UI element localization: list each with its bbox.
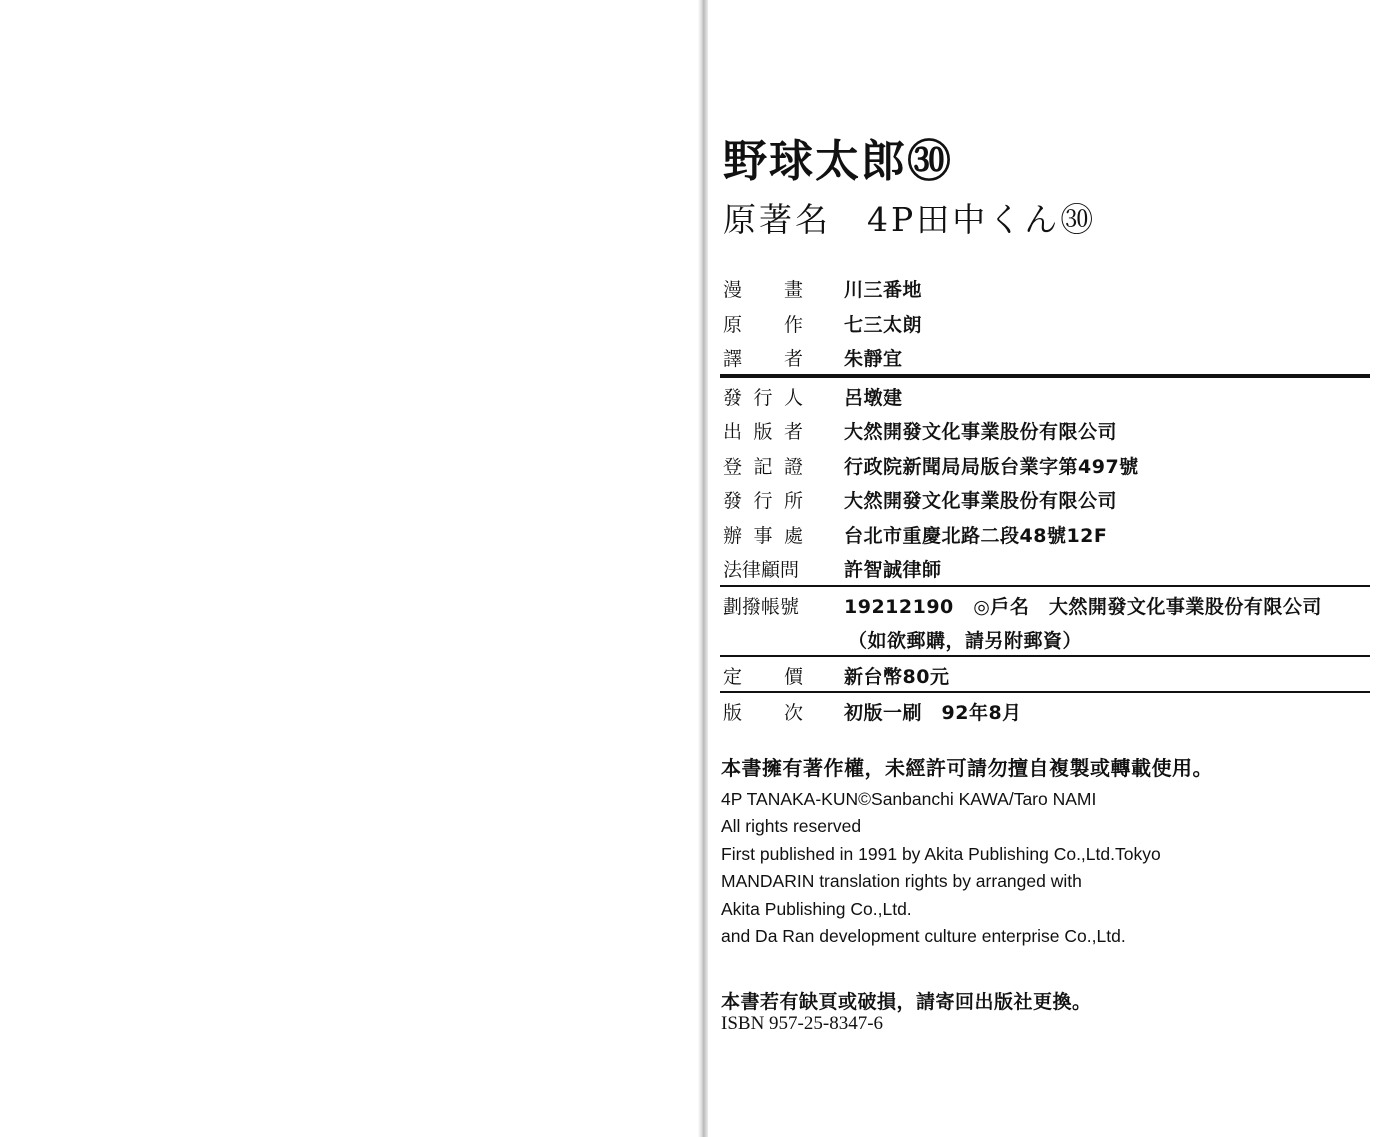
account-row bbox=[720, 587, 1370, 655]
credit-label bbox=[723, 344, 803, 371]
account-note: （如欲郵購，請另附郵資） bbox=[848, 629, 1083, 652]
label-char: 價 bbox=[783, 665, 803, 688]
account-value: 19212190 ◎戶名 大然開發文化事業股份有限公司 bbox=[844, 595, 1322, 618]
label-char: 出 bbox=[723, 421, 743, 443]
credit-row bbox=[720, 378, 1370, 413]
edition-value: 初版一刷 92年8月 bbox=[844, 702, 1022, 724]
isbn: ISBN 957-25-8347-6 bbox=[721, 1013, 884, 1034]
rights-line: and Da Ran development culture enterprise Co.,Ltd. bbox=[721, 926, 1126, 947]
label-char: 事 bbox=[753, 524, 773, 547]
credit-value: 許智誠律師 bbox=[844, 559, 942, 581]
label-char: 畫 bbox=[783, 279, 803, 301]
label-char: 法律顧問 bbox=[723, 559, 800, 581]
rights-line: 4P TANAKA-KUN©Sanbanchi KAWA/Taro NAMI bbox=[721, 789, 1097, 809]
credit-row bbox=[720, 305, 1370, 340]
label-char: 證 bbox=[783, 455, 803, 478]
label-char: 人 bbox=[783, 386, 803, 409]
label-char: 譯 bbox=[723, 348, 743, 370]
label-char: 記 bbox=[753, 455, 773, 478]
label-char: 發 bbox=[723, 490, 743, 512]
credit-value: 大然開發文化事業股份有限公司 bbox=[844, 421, 1118, 443]
label-char: 漫 bbox=[723, 279, 743, 301]
credits-mid-group bbox=[720, 378, 1370, 585]
label-char: 發 bbox=[723, 386, 743, 409]
credit-label bbox=[723, 417, 803, 444]
credit-label bbox=[723, 521, 803, 548]
credit-row bbox=[720, 447, 1370, 482]
credit-row bbox=[720, 516, 1370, 551]
rights-line: MANDARIN translation rights by arranged with bbox=[721, 871, 1082, 892]
credit-value: 朱靜宜 bbox=[844, 348, 903, 370]
credit-label bbox=[723, 383, 803, 410]
label-char: 定 bbox=[723, 665, 743, 688]
label-char: 版 bbox=[753, 421, 773, 443]
price-label bbox=[723, 662, 803, 689]
price-value: 新台幣80元 bbox=[844, 665, 950, 688]
price-row bbox=[720, 657, 1370, 692]
label-char: 原 bbox=[723, 313, 743, 336]
credit-row bbox=[720, 481, 1370, 516]
credit-label bbox=[723, 310, 803, 337]
credits-table bbox=[720, 270, 1370, 728]
label-char: 行 bbox=[753, 386, 773, 409]
book-gutter bbox=[698, 0, 708, 1137]
rights-line: All rights reserved bbox=[721, 816, 862, 837]
credit-label bbox=[723, 275, 803, 302]
edition-label bbox=[723, 698, 803, 725]
label-char: 處 bbox=[783, 524, 803, 547]
credit-value: 台北市重慶北路二段48號12F bbox=[844, 524, 1108, 547]
label-char: 劃撥帳號 bbox=[723, 595, 800, 618]
credit-label bbox=[723, 452, 803, 479]
credit-label bbox=[723, 486, 803, 513]
label-char: 者 bbox=[783, 421, 803, 443]
credit-row bbox=[720, 270, 1370, 305]
rights-block bbox=[721, 786, 1361, 950]
account-label bbox=[723, 592, 803, 619]
edition-row bbox=[720, 693, 1370, 728]
credit-label bbox=[723, 555, 803, 582]
credit-value: 呂墩建 bbox=[844, 386, 903, 409]
credits-top-group bbox=[720, 270, 1370, 374]
credit-value: 行政院新聞局局版台業字第497號 bbox=[844, 455, 1139, 478]
label-char: 者 bbox=[783, 348, 803, 370]
label-char: 行 bbox=[753, 490, 773, 512]
credit-row bbox=[720, 412, 1370, 447]
label-char: 版 bbox=[723, 702, 743, 724]
credit-value: 大然開發文化事業股份有限公司 bbox=[844, 490, 1118, 512]
label-char: 登 bbox=[723, 455, 743, 478]
credit-row bbox=[720, 550, 1370, 585]
credit-row bbox=[720, 339, 1370, 374]
original-title: 原著名 4P田中くん㉚ bbox=[723, 200, 1097, 239]
label-char: 所 bbox=[783, 490, 803, 512]
label-char: 次 bbox=[783, 702, 803, 724]
credit-value: 七三太朗 bbox=[844, 313, 923, 336]
book-title: 野球太郎㉚ bbox=[723, 136, 953, 187]
credit-value: 川三番地 bbox=[844, 279, 923, 301]
copyright-notice: 本書擁有著作權，未經許可請勿擅自複製或轉載使用。 bbox=[721, 756, 1213, 780]
label-char: 作 bbox=[783, 313, 803, 336]
rights-line: First published in 1991 by Akita Publishing Co.,Ltd.Tokyo bbox=[721, 843, 1161, 864]
label-char: 辦 bbox=[723, 524, 743, 547]
defect-notice: 本書若有缺頁或破損，請寄回出版社更換。 bbox=[721, 991, 1092, 1013]
rights-line: Akita Publishing Co.,Ltd. bbox=[721, 898, 912, 919]
